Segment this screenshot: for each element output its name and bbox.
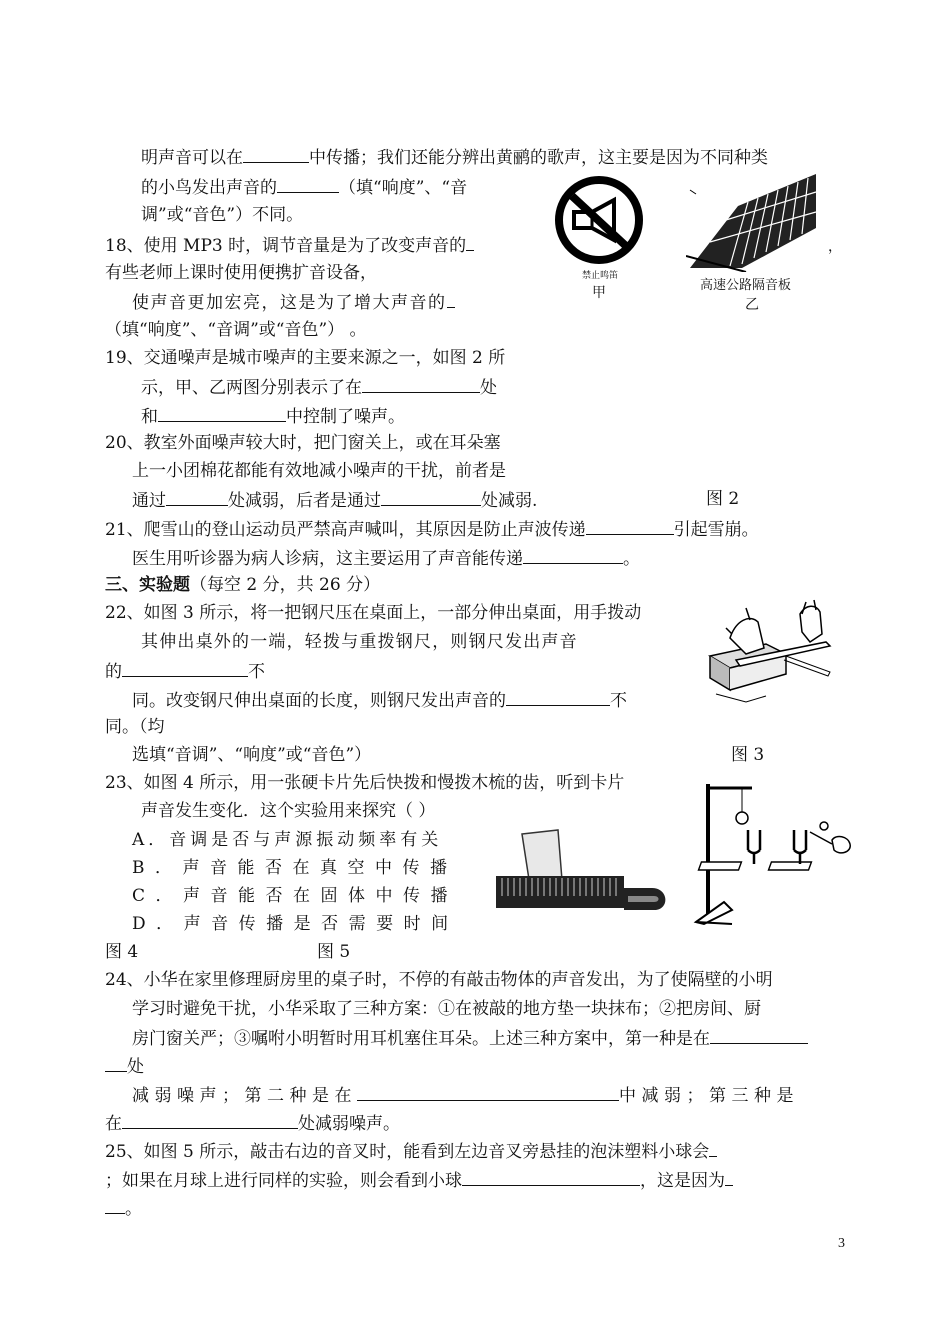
blank[interactable] [243,145,309,163]
fig2-caption: 图 2 [706,489,740,509]
blank[interactable] [166,488,228,506]
q25-line-3 [105,1196,142,1220]
q22-line-2: 其伸出桌外的一端，轻拨与重拨钢尺，则钢尺发出声音 [141,632,578,652]
q24-line-6 [105,1111,400,1135]
fig2-jia-label: 甲 [592,285,606,301]
text: 18、使用 MP3 时，调节音量是为了改变声音的 [105,236,467,256]
q20-line-3 [132,488,537,512]
blank[interactable] [362,375,480,393]
page-number: 3 [838,1236,845,1251]
section-title: 三、实验题 [105,575,190,595]
text: 处 [480,378,497,398]
q24-line-1: 24、小华在家里修理厨房里的桌子时，不停的有敲击物体的声音发出，为了使隔壁的小明 [105,970,773,990]
blank[interactable] [122,659,248,677]
q21-line-2 [132,546,640,570]
line-3: 调”或“音色”）不同。 [141,205,304,225]
text: 房门窗关严；③嘱咐小明暂时用耳机塞住耳朵。上述三种方案中，第一种是在 [132,1029,710,1049]
blank[interactable] [586,517,674,535]
q18-line-2: 有些老师上课时使用便携扩音设备， [105,263,377,283]
text: ；如果在月球上进行同样的实验，则会看到小球 [105,1171,462,1191]
blank[interactable] [122,1111,298,1129]
text: 减弱噪声；第二种是在 [132,1086,357,1106]
q23-option-b[interactable]: B．声音能否在真空中传播 [132,858,458,878]
text: 明声音可以在 [141,148,243,168]
q18-line-1 [105,233,474,257]
fig5-caption: 图 5 [317,942,351,962]
text: 处减弱噪声。 [298,1114,400,1134]
q22-line-4 [132,688,627,712]
text: （填“响度”、“音 [339,178,468,198]
blank[interactable] [523,546,623,564]
fig4-caption: 图 4 [105,942,139,962]
text: （每空 2 分，共 26 分） [190,575,381,595]
q25-line-2 [105,1168,733,1192]
q22-line-1: 22、如图 3 所示，将一把钢尺压在桌面上，一部分伸出桌面，用手拨动 [105,603,642,623]
text: 不 [248,662,265,682]
blank[interactable] [725,1168,733,1186]
text: 处减弱. [481,491,538,511]
text: 和 [141,407,158,427]
text: 使声音更加宏亮，这是为了增大声音的 [132,293,447,313]
fig2-yi-label: 乙 [745,297,759,313]
blank[interactable] [105,1196,125,1214]
q18-line-3 [132,290,455,314]
text: 。 [623,549,640,569]
text: ，这是因为 [640,1171,725,1191]
q24-line-2: 学习时避免干扰，小华采取了三种方案：①在被敲的地方垫一块抹布；②把房间、厨 [132,999,761,1019]
sound-barrier-image [686,172,818,272]
text: 中减弱；第三种是 [619,1086,799,1106]
blank[interactable] [462,1168,640,1186]
text: 不 [610,691,627,711]
q24-line-4 [105,1054,144,1078]
fig3-caption: 图 3 [731,745,765,765]
q20-line-2: 上一小团棉花都能有效地减小噪声的干扰，前者是 [132,461,506,481]
blank[interactable] [357,1083,619,1101]
q19-line-1: 19、交通噪声是城市噪声的主要来源之一，如图 2 所 [105,348,506,368]
q22-line-5: 同。（均 [105,717,165,737]
blank[interactable] [158,404,286,422]
q20-line-1: 20、教室外面噪声较大时，把门窗关上，或在耳朵塞 [105,433,501,453]
steel-ruler-image [706,598,844,708]
q23-option-c[interactable]: C．声音能否在固体中传播 [132,886,459,906]
text: 25、如图 5 所示，敲击右边的音叉时，能看到左边音叉旁悬挂的泡沫塑料小球会 [105,1142,710,1162]
barrier-comma: ， [828,239,842,255]
text: 的小鸟发出声音的 [141,178,277,198]
q24-line-5 [132,1083,799,1107]
text: 通过 [132,491,166,511]
blank[interactable] [447,290,455,308]
text: 中控制了噪声。 [286,407,405,427]
comb-and-card-image [492,826,672,922]
line-2 [141,175,467,199]
text: 21、爬雪山的登山运动员严禁高声喊叫，其原因是防止声波传递 [105,520,586,540]
section-3-heading [105,574,380,596]
no-horn-sign-image [552,174,646,266]
text: 医生用听诊器为病人诊病，这主要运用了声音能传递 [132,549,523,569]
blank[interactable] [381,488,481,506]
q22-line-6: 选填“音调”、“响度”或“音色”） [132,745,372,765]
blank[interactable] [277,175,339,193]
q21-line-1 [105,517,759,541]
q25-line-1 [105,1139,717,1163]
q19-line-3 [141,404,405,428]
text: 引起雪崩。 [673,520,759,540]
q18-line-4: （填“响度”、“音调”或“音色”） 。 [105,320,367,340]
text: 同。改变钢尺伸出桌面的长度，则钢尺发出声音的 [132,691,506,711]
q23-option-a[interactable]: A．音调是否与声源振动频率有关 [132,830,443,850]
blank[interactable] [709,1139,717,1157]
line-1 [141,145,768,169]
blank[interactable] [710,1026,808,1044]
barrier-caption: 高速公路隔音板 [700,278,792,293]
q23-line-1: 23、如图 4 所示，用一张硬卡片先后快拨和慢拨木梳的齿，听到卡片 [105,773,625,793]
q24-line-3 [132,1026,808,1050]
q22-line-3 [105,659,265,683]
text: 处 [127,1057,144,1077]
text: 处减弱，后者是通过 [228,491,381,511]
q23-option-d[interactable]: D．声音传播是否需要时间 [132,914,459,934]
blank[interactable] [105,1054,127,1072]
q19-line-2 [141,375,497,399]
q23-line-2: 声音发生变化．这个实验用来探究（ ） [141,801,436,821]
text: 中传播；我们还能分辨出黄鹂的歌声，这主要是因为不同种类 [309,148,768,168]
sign-caption: 禁止鸣笛 [582,271,619,281]
text: 的 [105,662,122,682]
text: 示，甲、乙两图分别表示了在 [141,378,362,398]
blank[interactable] [506,688,610,706]
blank[interactable] [466,233,474,251]
text: 。 [125,1199,142,1219]
text: 在 [105,1114,122,1134]
tuning-forks-image [692,778,860,926]
